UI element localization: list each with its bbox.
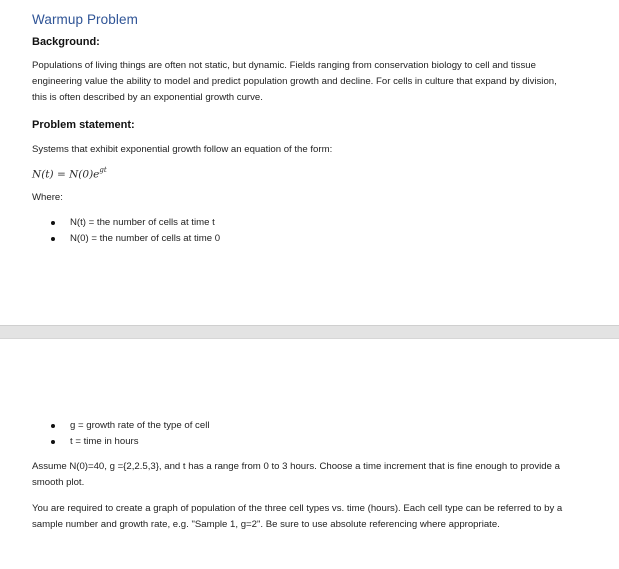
bullet-icon: [51, 237, 55, 241]
bullet-icon: [51, 440, 55, 444]
document-page-2: [0, 339, 619, 569]
task-paragraph: You are required to create a graph of population of the three cell types vs. time (hours). Each cell type can be referred to by a sample number and growth rate, e.g. "Sample 1, g=2". Be sure to use absolute referencing where appropriate.: [32, 503, 563, 531]
growth-equation: [32, 167, 107, 181]
list-item: t = time in hours: [48, 434, 209, 450]
bullet-icon: [51, 221, 55, 225]
bullet-icon: [51, 424, 55, 428]
variables-list: [48, 418, 209, 450]
where-list: [48, 215, 220, 247]
intro-paragraph: Systems that exhibit exponential growth follow an equation of the form:: [32, 144, 333, 155]
where-label: Where:: [32, 192, 63, 203]
background-paragraph: Populations of living things are often not static, but dynamic. Fields ranging from conservation biology to cell and tissue engineering value the ability to model and predict population growth and decline. For cells in culture that expand by division, this is often described by an exponential growth curve.: [32, 60, 557, 104]
list-item: N(t) = the number of cells at time t: [48, 215, 220, 231]
list-item: g = growth rate of the type of cell: [48, 418, 209, 434]
background-heading: Background:: [32, 36, 100, 48]
equation-equals: =: [56, 168, 66, 181]
equation-exponent: gt: [99, 166, 107, 174]
page-break-divider: [0, 325, 619, 339]
equation-lhs: N(t): [32, 168, 54, 181]
page-title: Warmup Problem: [32, 12, 138, 27]
list-item: N(0) = the number of cells at time 0: [48, 231, 220, 247]
assumptions-paragraph: Assume N(0)=40, g ={2,2.5,3}, and t has a range from 0 to 3 hours. Choose a time increment that is fine enough to provide a smooth plot.: [32, 461, 560, 489]
problem-statement-heading: Problem statement:: [32, 119, 135, 131]
equation-rhs: N(0)e: [69, 168, 100, 181]
